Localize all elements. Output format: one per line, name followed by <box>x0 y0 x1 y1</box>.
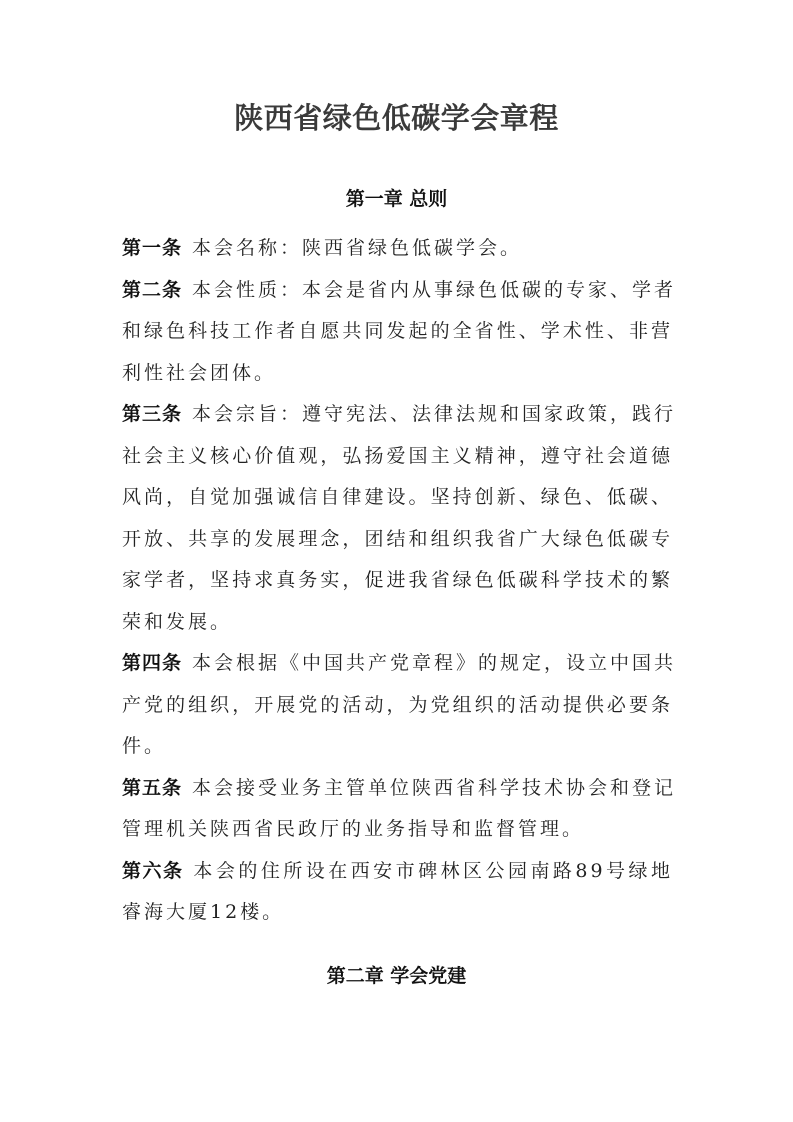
article-3-line-5: 家学者，坚持求真务实，促进我省绿色低碳科学技术的繁 <box>122 569 673 591</box>
article-4-line-3: 件。 <box>122 735 167 757</box>
article-3-line-2: 社会主义核心价值观，弘扬爱国主义精神，遵守社会道德 <box>122 444 673 467</box>
chapter-heading-1: 第一章 总则 <box>345 188 448 210</box>
article-2-line-1 <box>122 270 677 312</box>
article-text: 本会性质：本会是省内从事绿色低碳的专家、学者 <box>192 278 677 301</box>
article-label: 第三条 <box>122 403 183 425</box>
article-label: 第四条 <box>122 652 183 674</box>
article-2-line-2: 和绿色科技工作者自愿共同发起的全省性、学术性、非营 <box>122 320 673 342</box>
article-3-line-3: 风尚，自觉加强诚信自律建设。坚持创新、绿色、低碳、 <box>122 486 673 508</box>
article-3-line-1 <box>122 394 677 436</box>
article-2-line-3: 利性社会团体。 <box>122 361 277 384</box>
article-6-line-2: 睿海大厦12楼。 <box>122 901 285 923</box>
article-label: 第二条 <box>122 278 183 301</box>
chapter-heading-2: 第二章 学会党建 <box>326 965 467 987</box>
document-body <box>122 228 677 934</box>
article-label: 第六条 <box>122 859 184 882</box>
document-title: 陕西省绿色低碳学会章程 <box>234 101 559 135</box>
article-text: 本会宗旨：遵守宪法、法律法规和国家政策，践行 <box>192 403 677 425</box>
article-text: 本会根据《中国共产党章程》的规定，设立中国共 <box>192 652 677 674</box>
article-3-line-6: 荣和发展。 <box>122 610 233 633</box>
article-label: 第一条 <box>122 237 183 259</box>
article-6-line-1 <box>122 851 673 893</box>
article-text: 本会接受业务主管单位陕西省科学技术协会和登记 <box>192 776 677 799</box>
article-label: 第五条 <box>122 776 183 799</box>
article-4-line-1 <box>122 643 677 685</box>
article-text: 本会的住所设在西安市碑林区公园南路89号绿地 <box>193 859 673 882</box>
article-5-line-1 <box>122 768 677 810</box>
article-4-line-2: 产党的组织，开展党的活动，为党组织的活动提供必要条 <box>122 693 673 716</box>
article-text: 本会名称：陕西省绿色低碳学会。 <box>192 237 523 259</box>
article-3-line-4: 开放、共享的发展理念，团结和组织我省广大绿色低碳专 <box>122 527 673 550</box>
article-1-line-1 <box>122 228 673 270</box>
article-5-line-2: 管理机关陕西省民政厅的业务指导和监督管理。 <box>122 818 585 840</box>
